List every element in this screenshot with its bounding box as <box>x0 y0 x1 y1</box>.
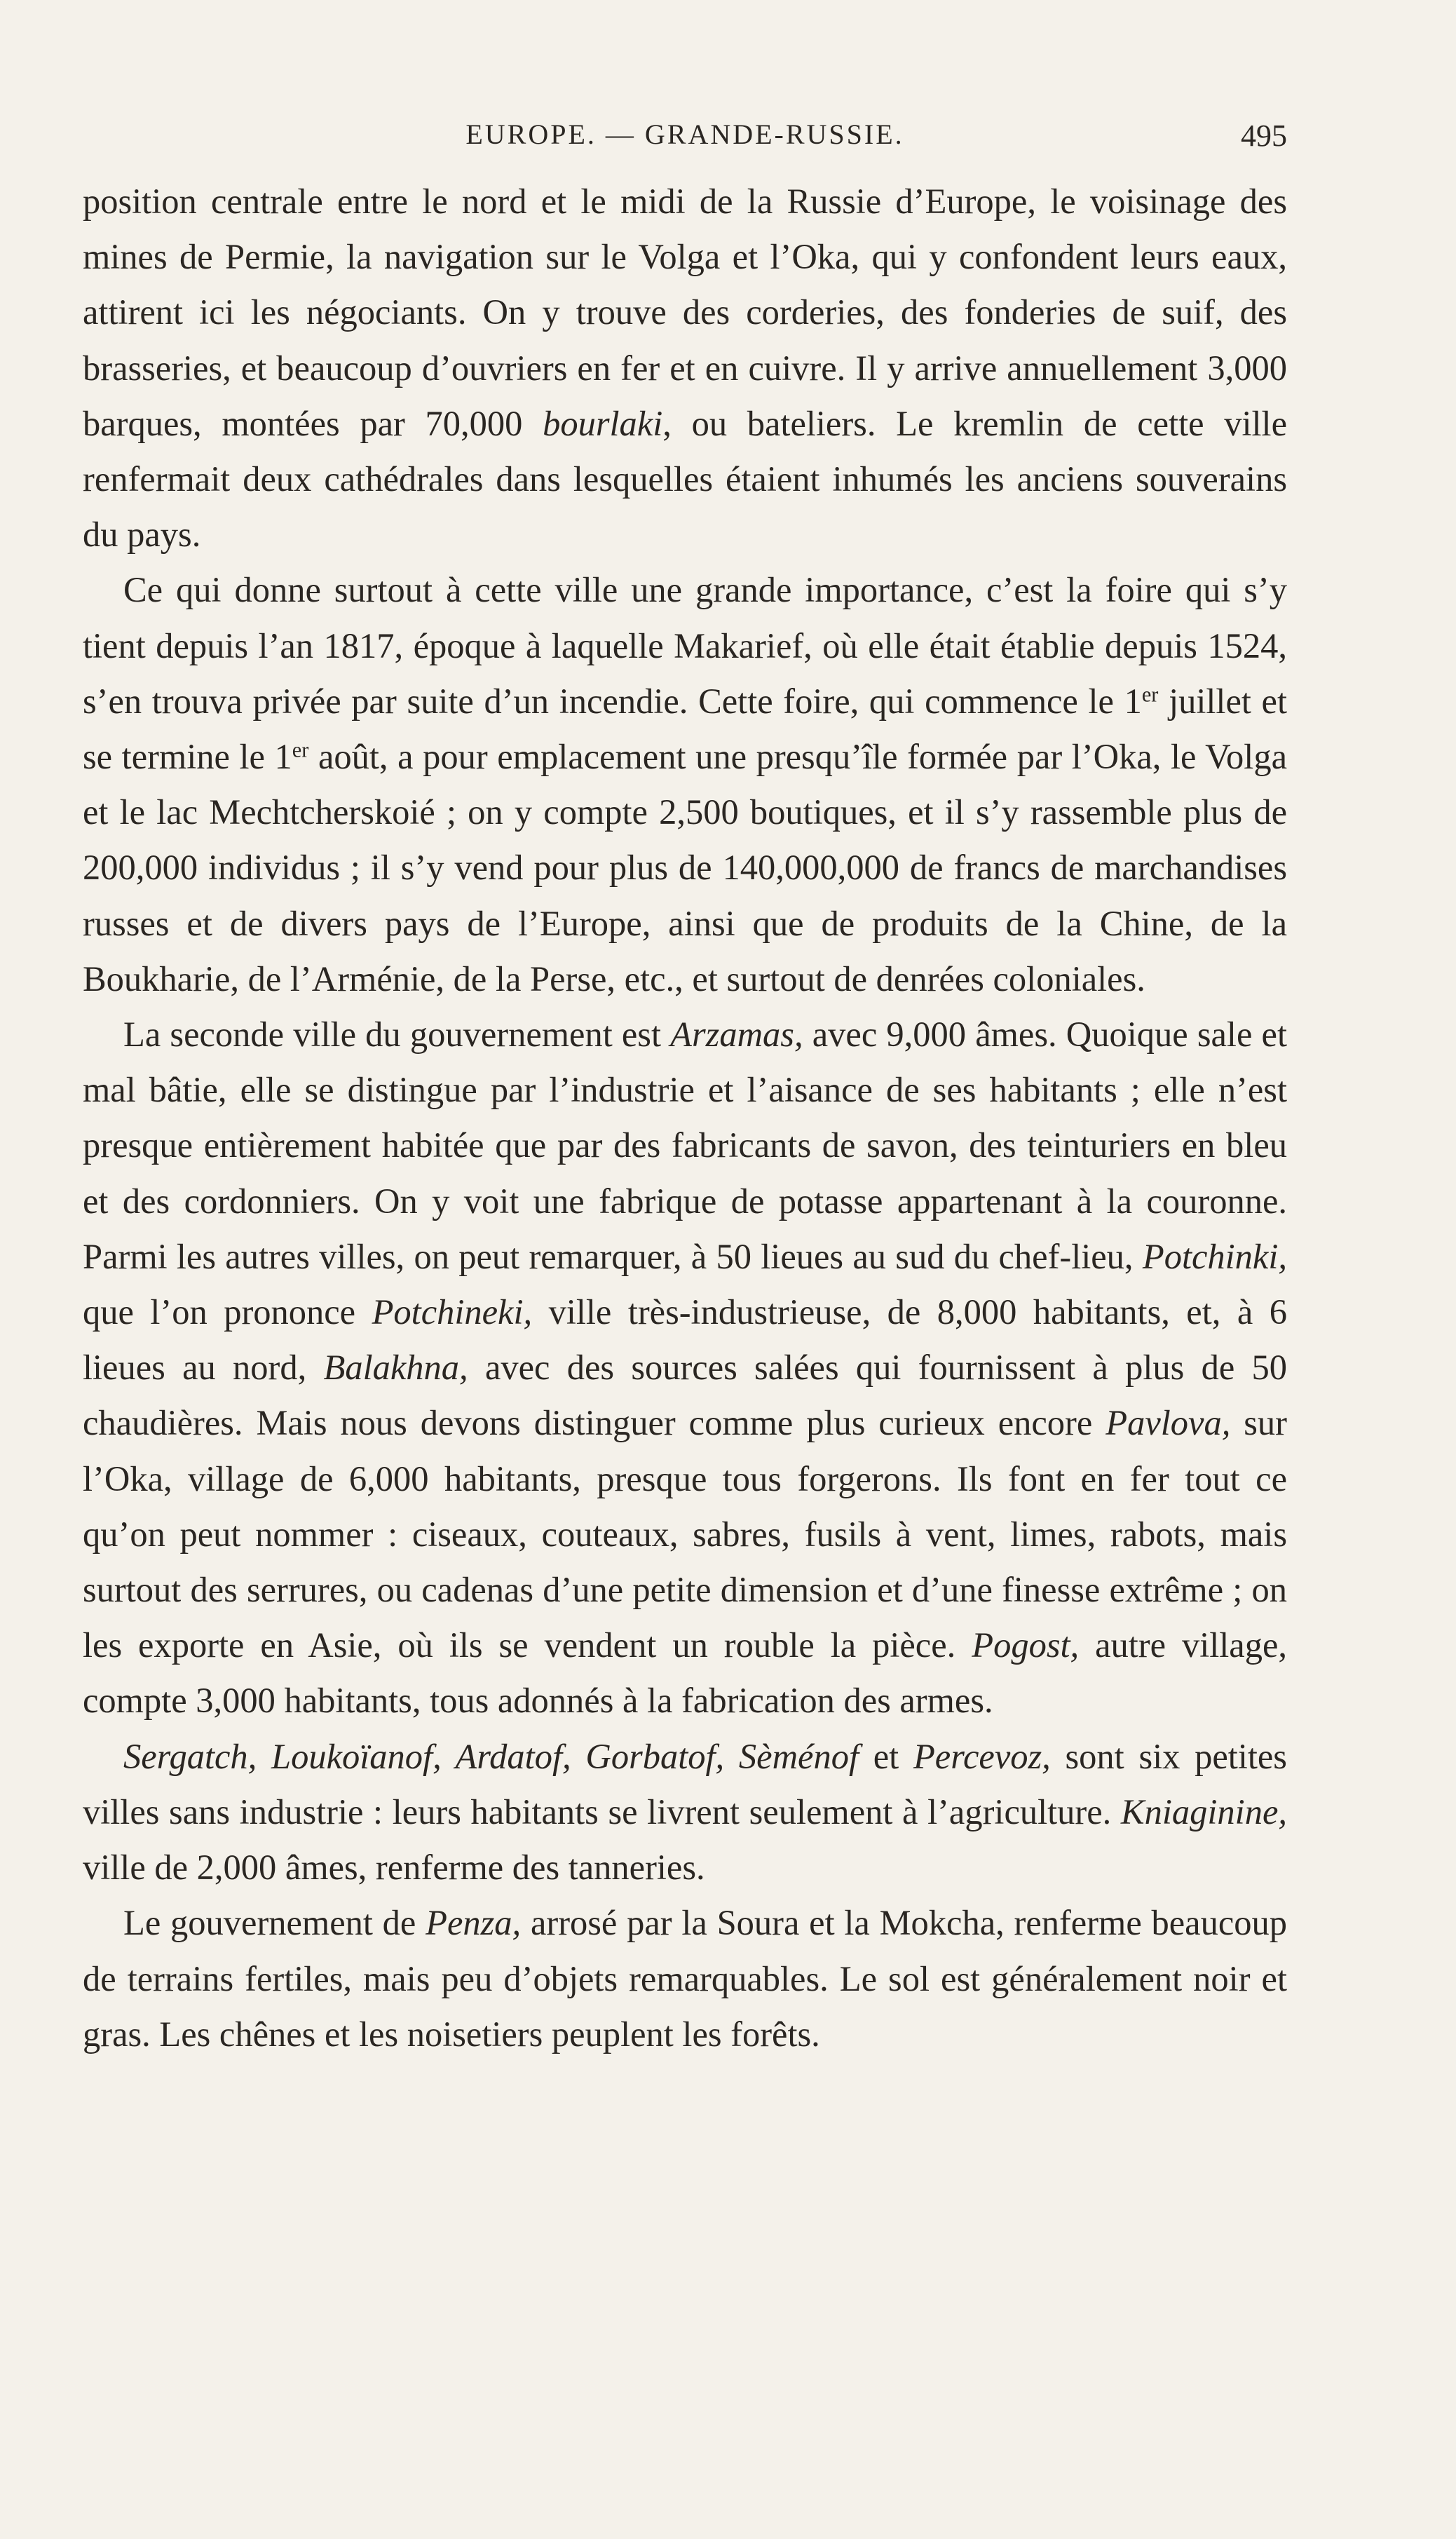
italic-term: Pavlova, <box>1105 1403 1231 1443</box>
text-run: Le gouvernement de <box>123 1903 426 1943</box>
italic-term: Arzamas, <box>670 1015 803 1055</box>
italic-term: Penza, <box>426 1903 522 1943</box>
italic-term: Potchineki, <box>372 1292 533 1332</box>
body-text <box>83 174 1287 2062</box>
text-run: que l’on prononce <box>83 1292 372 1332</box>
paragraph <box>83 174 1287 562</box>
text-run: avec des sources salées qui fournissent à plus de 50 chaudières. Mais nous devons distinguer comme plus curieux encore <box>83 1348 1288 1443</box>
paragraph <box>83 1007 1287 1729</box>
italic-term: Kniaginine, <box>1120 1792 1287 1832</box>
text-run: ville de 2,000 âmes, renferme des tanneries. <box>83 1848 705 1888</box>
paragraph <box>83 1895 1287 2062</box>
italic-term: Sergatch, Loukoïanof, Ardatof, Gorbatof, Sèménof <box>123 1736 859 1776</box>
italic-term: bourlaki <box>543 403 663 443</box>
ordinal-suffix: er <box>292 738 309 762</box>
text-run: août, a pour emplacement une presqu’île formée par l’Oka, le Volga et le lac Mechtcherskoié ; on y compte 2,500 boutiques, et il s’y rassemble plus de 200,000 individus ; il s’y vend pour plus de 140,000,000 de francs de marchandises russes et de divers pays de l’Europe, ainsi que de produits de la Chine, de la Boukharie, de l’Arménie, de la Perse, etc., et surtout de denrées coloniales. <box>83 737 1288 998</box>
text-run: , ou bateliers. Le kremlin de cette ville renfermait deux cathédrales dans lesquelles étaient inhumés les anciens souverains du pays. <box>83 403 1287 555</box>
text-run: sont six petites villes sans industrie : leurs habitants se livrent seulement à l’agriculture. <box>83 1736 1287 1832</box>
text-run: arrosé par la Soura et la Mokcha, renferme beaucoup de terrains fertiles, mais peu d’objets remarquables. Le sol est généralement noir et gras. Les chênes et les noisetiers peuplent les forêts. <box>83 1903 1288 2054</box>
text-run: sur l’Oka, village de 6,000 habitants, presque tous forgerons. Ils font en fer tout ce qu’on peut nommer : ciseaux, couteaux, sabres, fusils à vent, limes, rabots, mais surtout des serrures, ou cadenas d’une petite dimension et d’une finesse extrême ; on les exporte en Asie, où ils se vendent un rouble la pièce. <box>83 1403 1287 1665</box>
text-run: autre village, compte 3,000 habitants, tous adonnés à la fabrication des armes. <box>83 1625 1287 1721</box>
italic-term: Pogost, <box>972 1625 1080 1665</box>
running-title: EUROPE. — GRANDE-RUSSIE. <box>465 119 904 150</box>
italic-term: Potchinki, <box>1142 1236 1287 1276</box>
page-header <box>83 118 1287 160</box>
text-run: Ce qui donne surtout à cette ville une grande importance, c’est la foire qui s’y tient depuis l’an 1817, époque à laquelle Makarief, où elle était établie depuis 1524, s’en trouva privée par suite d’un incendie. Cette foire, qui commence le 1 <box>83 570 1287 721</box>
text-run: avec 9,000 âmes. Quoique sale et mal bâtie, elle se distingue par l’industrie et l’aisance de ses habitants ; elle n’est presque entièrement habitée que par des fabricants de savon, des teinturiers en bleu et des cordonniers. On y voit une fabrique de potasse appartenant à la couronne. Parmi les autres villes, on peut remarquer, à 50 lieues au sud du chef-lieu, <box>83 1015 1287 1276</box>
text-run: juillet et se termine le 1 <box>83 681 1287 777</box>
ordinal-suffix: er <box>1141 682 1159 707</box>
italic-term: Balakhna, <box>323 1348 468 1388</box>
paragraph <box>83 1729 1287 1896</box>
italic-term: Percevoz, <box>913 1736 1051 1776</box>
text-run: position centrale entre le nord et le midi de la Russie d’Europe, le voisinage des mines de Permie, la navigation sur le Volga et l’Oka, qui y confondent leurs eaux, attirent ici les négociants. On y trouve des corderies, des fonderies de suif, des brasseries, et beaucoup d’ouvriers en fer et en cuivre. Il y arrive annuellement 3,000 barques, montées par 70,000 <box>83 182 1287 443</box>
text-run: ville très-industrieuse, de 8,000 habitants, et, à 6 lieues au nord, <box>83 1292 1287 1388</box>
page-number: 495 <box>1241 119 1287 153</box>
paragraph <box>83 562 1287 1007</box>
text-run: et <box>859 1736 913 1776</box>
text-run: La seconde ville du gouvernement est <box>123 1015 671 1055</box>
